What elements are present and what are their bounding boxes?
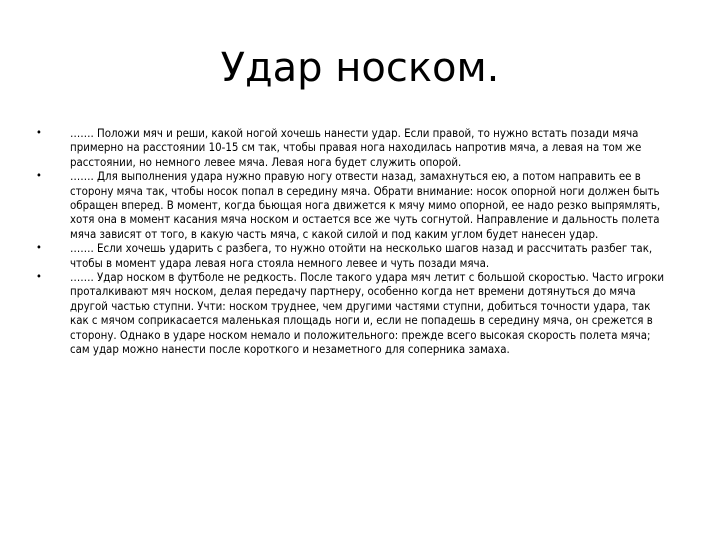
bullet-text: ……. Если хочешь ударить с разбега, то нужно отойти на несколько шагов назад и рассчитать разбег так, чтобы в момент удара левая нога стояла немного левее и чуть позади мяча. <box>70 241 653 270</box>
bullet-icon: • <box>36 126 42 139</box>
bullet-list <box>36 126 666 357</box>
bullet-text: ……. Для выполнения удара нужно правую ногу отвести назад, замахнуться ею, а потом направить ее в сторону мяча так, чтобы носок попал в середину мяча. Обрати внимание: носок опорной ноги должен быть обращен вперед. В момент, когда бьющая нога движется к мячу мимо опорной, ее надо резко выпрямлять, хотя она в момент касания мяча носком и остается все же чуть согнутой. Направление и дальность полета мяча зависят от того, в какую часть мяча, с какой силой и под каким углом будет нанесен удар. <box>70 169 661 241</box>
slide-title: Удар носком. <box>220 45 500 91</box>
bullet-text: ……. Удар носком в футболе не редкость. После такого удара мяч летит с большой скоростью. Часто игроки проталкивают мяч носком, делая передачу партнеру, особенно когда нет времени дотянуться до мяча другой частью ступни. Учти: носком труднее, чем другими частями ступни, добиться точности удара, так как с мячом соприкасается маленькая площадь ноги и, если не попадешь в середину мяча, он срежется в сторону. Однако в ударе носком немало и положительного: прежде всего высокая скорость полета мяча; сам удар можно нанести после короткого и незаметного для соперника замаха. <box>70 270 665 357</box>
bullet-item <box>36 270 666 356</box>
bullet-item <box>36 169 666 241</box>
bullet-item <box>36 126 666 169</box>
bullet-icon: • <box>36 241 42 255</box>
bullet-icon: • <box>36 169 42 183</box>
bullet-item <box>36 241 666 270</box>
bullet-text: ……. Положи мяч и реши, какой ногой хочешь нанести удар. Если правой, то нужно встать позади мяча примерно на расстоянии 10-15 см так, чтобы правая нога находилась напротив мяча, а левая на том же расстоянии, но немного левее мяча. Левая нога будет служить опорой. <box>70 126 642 169</box>
bullet-icon: • <box>36 270 42 284</box>
